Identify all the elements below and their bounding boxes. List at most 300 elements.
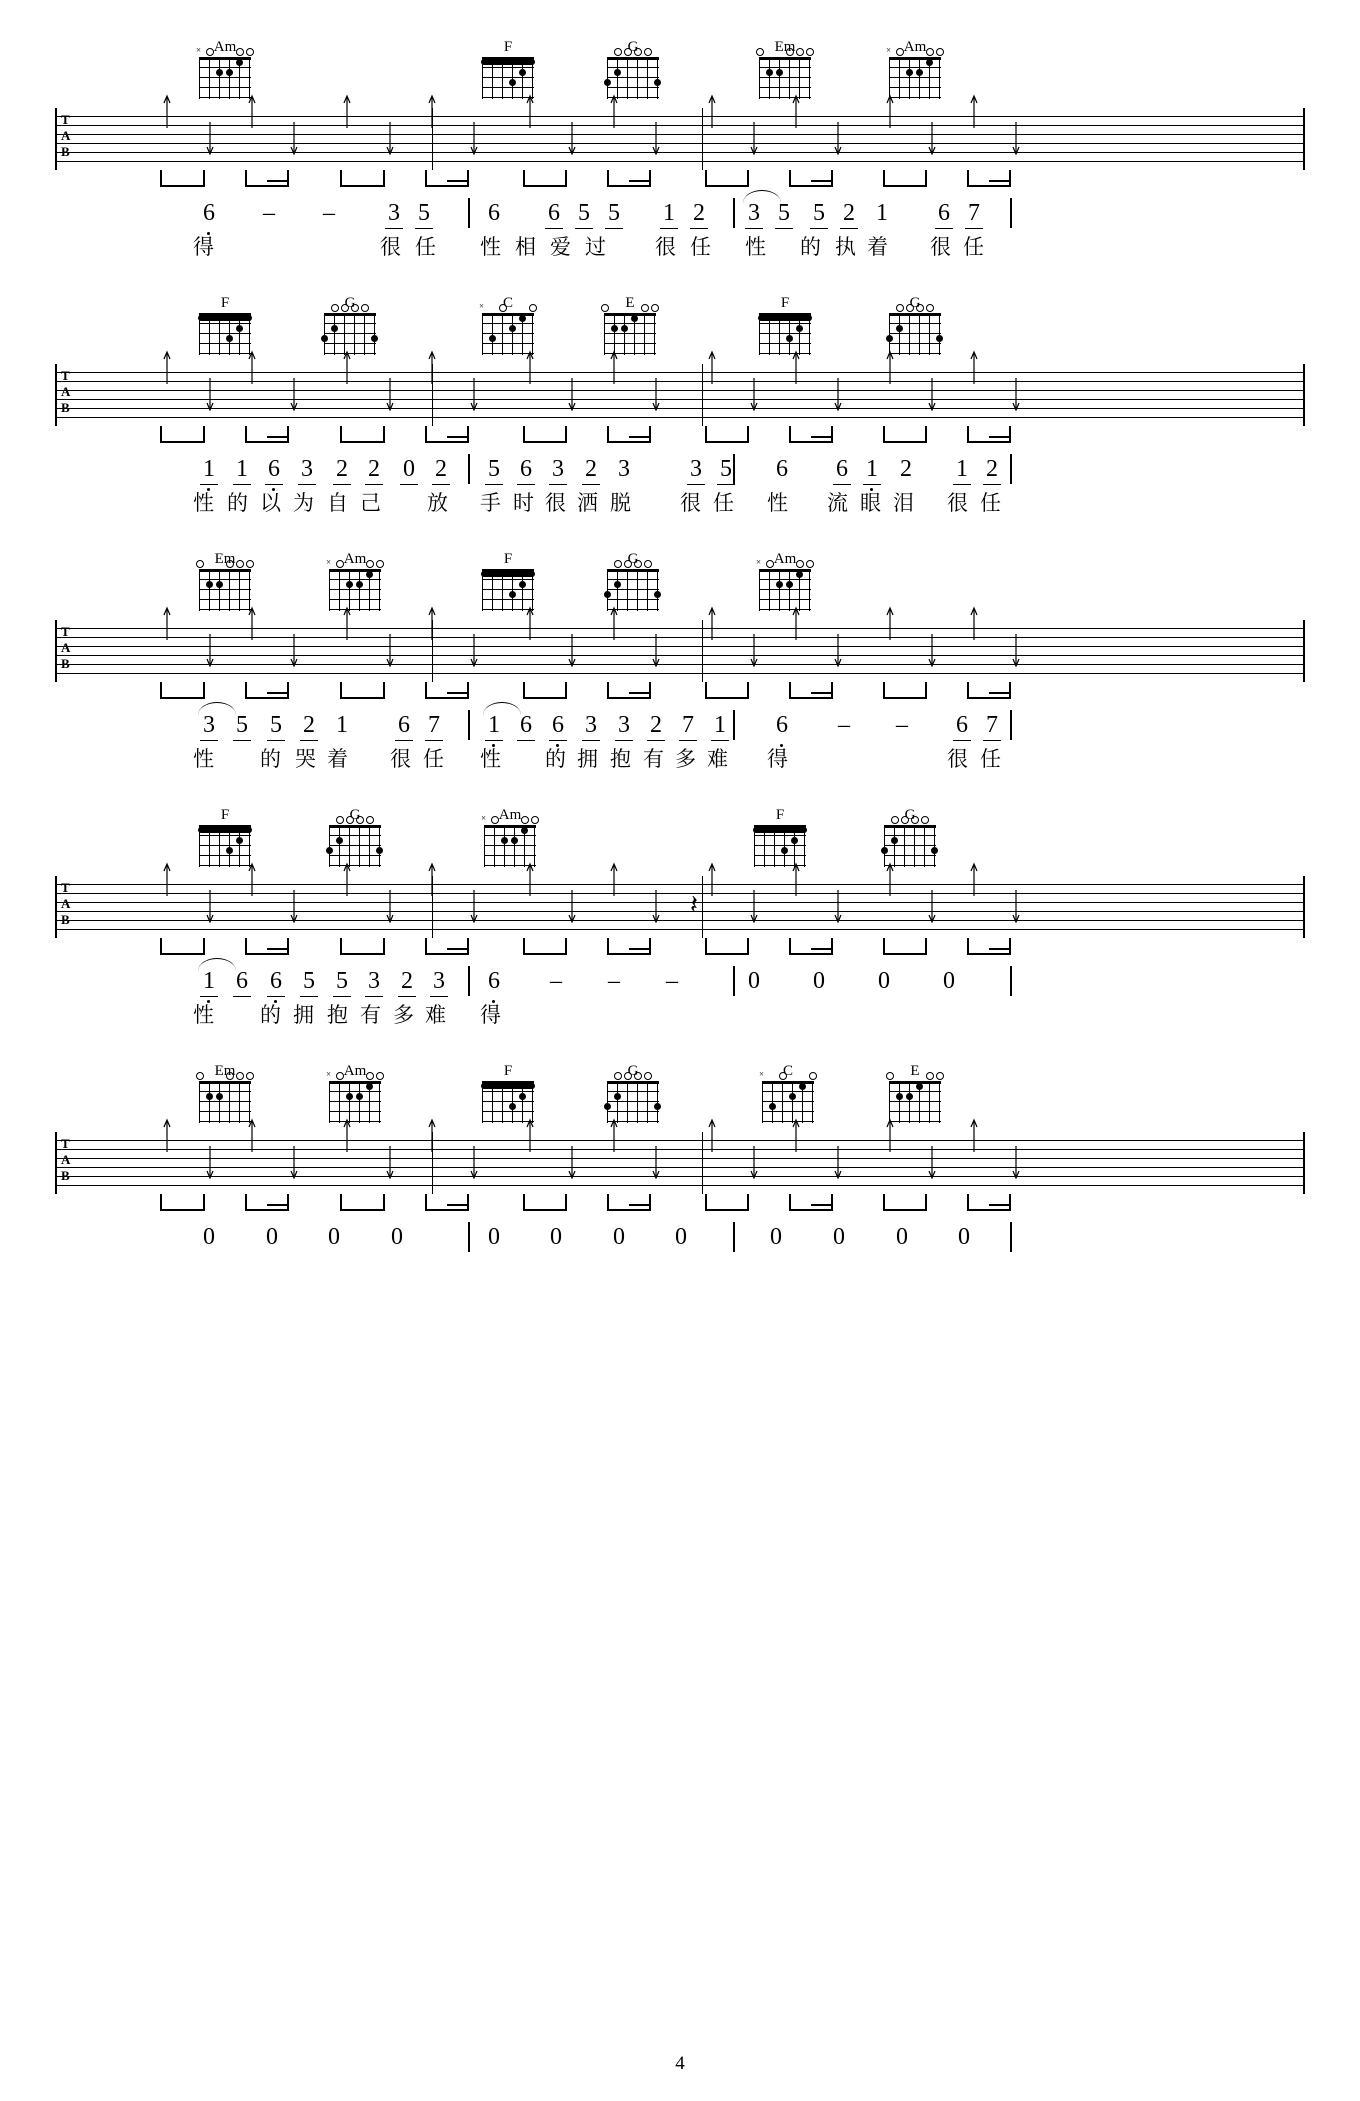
lyric-character: 流 [827, 492, 848, 515]
note-value: 3 [433, 968, 445, 994]
note-number [398, 968, 416, 994]
chord-name: Em [214, 551, 236, 567]
chord-grid: × [889, 57, 941, 99]
lyric-character: 有 [643, 748, 664, 771]
chord-diagram-row [55, 552, 1305, 620]
note-value: – [550, 968, 562, 994]
chord-diagram[interactable] [884, 296, 946, 355]
chord-name: G [344, 295, 356, 311]
lyric-character: 得 [193, 236, 214, 259]
strum-arrow [707, 862, 717, 896]
strum-arrow [1011, 378, 1021, 412]
note-number [810, 200, 828, 226]
note-value: 3 [748, 200, 760, 226]
strum-arrow [1011, 890, 1021, 924]
chord-diagram[interactable] [602, 1064, 664, 1123]
lyric-character: 洒 [577, 492, 598, 515]
chord-grid [889, 1081, 941, 1123]
strum-arrow [289, 890, 299, 924]
note-number [690, 200, 708, 226]
tab-staff [55, 1132, 1305, 1194]
note-value: 3 [301, 456, 313, 482]
chord-name: C [782, 1063, 793, 1079]
note-number [983, 456, 1001, 482]
tab-letter-b: B [61, 656, 70, 671]
note-number [663, 968, 681, 994]
note-value: 6 [938, 200, 950, 226]
note-value: 0 [488, 1224, 500, 1250]
strum-arrow [247, 1118, 257, 1152]
lyric-character: 任 [980, 492, 1001, 515]
strum-arrow [969, 350, 979, 384]
strum-arrow [289, 122, 299, 156]
note-value: 1 [203, 456, 215, 482]
note-value: 6 [488, 200, 500, 226]
note-number [425, 712, 443, 738]
strum-arrow [385, 1146, 395, 1180]
tab-letter-b: B [61, 912, 70, 927]
strum-arrow [427, 1118, 437, 1152]
note-number [200, 712, 218, 738]
strum-arrow [609, 350, 619, 384]
note-value: – [608, 968, 620, 994]
strum-arrow [427, 350, 437, 384]
chord-diagram[interactable] [194, 40, 256, 99]
strum-arrow [162, 350, 172, 384]
note-number [863, 456, 881, 482]
note-value: 6 [836, 456, 848, 482]
note-number [983, 712, 1001, 738]
strum-arrow [791, 94, 801, 128]
measure-bar [733, 454, 735, 484]
strum-arrow [205, 122, 215, 156]
chord-name: F [780, 295, 790, 311]
measure-bar [733, 1222, 735, 1252]
strum-arrow [707, 1118, 717, 1152]
note-value: 5 [720, 456, 732, 482]
strum-arrow [885, 1118, 895, 1152]
measure-bar [468, 1222, 470, 1252]
lyric-character: 任 [963, 236, 984, 259]
chord-name: Em [774, 39, 796, 55]
note-number [233, 456, 251, 482]
strum-arrow [525, 862, 535, 896]
lyric-character: 相 [515, 236, 536, 259]
chord-diagram[interactable] [194, 808, 256, 867]
note-value: 6 [270, 968, 282, 994]
chord-diagram[interactable] [754, 40, 816, 99]
strum-arrow [162, 1118, 172, 1152]
note-number [300, 968, 318, 994]
note-value: 3 [618, 712, 630, 738]
strum-arrow [567, 122, 577, 156]
tab-letter-a: A [61, 1152, 71, 1167]
note-number [388, 1224, 406, 1250]
note-number [517, 712, 535, 738]
measure-bar [1010, 1222, 1012, 1252]
chord-diagram[interactable] [884, 40, 946, 99]
chord-diagram[interactable] [599, 296, 661, 355]
note-value: 2 [435, 456, 447, 482]
note-value: 6 [776, 712, 788, 738]
lyric-character: 为 [293, 492, 314, 515]
lyric-character: 任 [690, 236, 711, 259]
chord-diagram[interactable] [479, 808, 541, 867]
chord-name: Am [903, 39, 927, 55]
note-number [767, 1224, 785, 1250]
note-value: 0 [770, 1224, 782, 1250]
note-value: 0 [748, 968, 760, 994]
chord-grid: × [329, 569, 381, 611]
note-number [485, 1224, 503, 1250]
staff-system-2 [55, 296, 1305, 526]
chord-name: G [904, 807, 916, 823]
note-number [200, 200, 218, 226]
strum-arrow [427, 606, 437, 640]
strum-arrow [833, 634, 843, 668]
strum-arrow [567, 1146, 577, 1180]
chord-grid: × [484, 825, 536, 867]
lyrics-row [55, 236, 1305, 270]
strum-arrow [427, 94, 437, 128]
measure-bar [733, 710, 735, 740]
note-value: 0 [328, 1224, 340, 1250]
chord-diagram[interactable] [194, 552, 256, 611]
note-number [400, 456, 418, 482]
lyric-character: 任 [713, 492, 734, 515]
strum-arrow [885, 606, 895, 640]
strum-arrow [833, 890, 843, 924]
note-number [549, 456, 567, 482]
tab-letter-t: T [61, 112, 70, 127]
chord-diagram[interactable] [194, 1064, 256, 1123]
note-value: 2 [650, 712, 662, 738]
note-value: 2 [303, 712, 315, 738]
strum-arrow [969, 606, 979, 640]
lyric-character: 性 [767, 492, 788, 515]
chord-name: E [625, 295, 635, 311]
note-number [333, 712, 351, 738]
measure-bar [468, 454, 470, 484]
strum-arrow [927, 634, 937, 668]
note-value: 6 [520, 456, 532, 482]
note-value: 1 [236, 456, 248, 482]
numbered-notation [55, 964, 1305, 1004]
chord-diagram[interactable] [477, 1064, 539, 1123]
strum-arrow [469, 634, 479, 668]
note-number [325, 1224, 343, 1250]
note-value: – [896, 712, 908, 738]
note-value: 6 [552, 712, 564, 738]
note-value: 0 [266, 1224, 278, 1250]
strum-arrow [651, 378, 661, 412]
strum-arrow [247, 862, 257, 896]
note-value: 6 [236, 968, 248, 994]
note-number [298, 456, 316, 482]
note-value: 2 [986, 456, 998, 482]
strum-arrow [525, 350, 535, 384]
note-number [873, 200, 891, 226]
note-value: 5 [488, 456, 500, 482]
chord-diagram[interactable] [324, 1064, 386, 1123]
strum-arrow [567, 890, 577, 924]
lyric-character: 多 [675, 748, 696, 771]
lyric-character: 很 [655, 236, 676, 259]
note-value: – [263, 200, 275, 226]
note-value: 5 [813, 200, 825, 226]
note-value: 0 [896, 1224, 908, 1250]
note-value: 1 [866, 456, 878, 482]
staff-system-3 [55, 552, 1305, 782]
chord-diagram[interactable] [754, 296, 816, 355]
chord-name: Am [773, 551, 797, 567]
chord-name: C [502, 295, 513, 311]
chord-grid [604, 313, 656, 355]
chord-grid [324, 313, 376, 355]
note-value: 2 [336, 456, 348, 482]
note-value: 0 [550, 1224, 562, 1250]
chord-diagram[interactable] [477, 296, 539, 355]
lyric-character: 很 [380, 236, 401, 259]
strum-arrow [927, 890, 937, 924]
note-number [267, 712, 285, 738]
numbered-notation [55, 452, 1305, 492]
chord-name: Em [214, 1063, 236, 1079]
tab-letter-t: T [61, 1136, 70, 1151]
strum-arrow [609, 94, 619, 128]
numbered-notation [55, 196, 1305, 236]
lyric-character: 任 [980, 748, 1001, 771]
lyric-character: 自 [327, 492, 348, 515]
chord-diagram[interactable] [319, 296, 381, 355]
lyric-character: 时 [513, 492, 534, 515]
chord-grid [889, 313, 941, 355]
rhythm-beams [55, 938, 1305, 964]
tab-letter-a: A [61, 640, 71, 655]
chord-diagram-row [55, 296, 1305, 364]
chord-diagram-row [55, 808, 1305, 876]
note-value: 3 [368, 968, 380, 994]
chord-grid: × [762, 1081, 814, 1123]
measure-bar [733, 966, 735, 996]
lyric-character: 抱 [610, 748, 631, 771]
note-number [840, 200, 858, 226]
chord-diagram[interactable] [757, 1064, 819, 1123]
lyric-character: 着 [867, 236, 888, 259]
chord-name: E [910, 1063, 920, 1079]
lyrics-row [55, 748, 1305, 782]
chord-diagram[interactable] [754, 552, 816, 611]
strum-arrow [247, 350, 257, 384]
lyric-character: 得 [767, 748, 788, 771]
note-value: 7 [986, 712, 998, 738]
chord-diagram[interactable] [477, 40, 539, 99]
note-number [485, 200, 503, 226]
strum-arrow [791, 1118, 801, 1152]
lyric-character: 拥 [577, 748, 598, 771]
note-number [485, 712, 503, 738]
note-value: 6 [268, 456, 280, 482]
chord-diagram[interactable] [477, 552, 539, 611]
note-number [233, 712, 251, 738]
note-number [672, 1224, 690, 1250]
note-number [547, 968, 565, 994]
chord-diagram[interactable] [879, 808, 941, 867]
lyric-character: 的 [227, 492, 248, 515]
note-value: 1 [488, 712, 500, 738]
tab-staff [55, 876, 1305, 938]
strum-arrow [469, 122, 479, 156]
note-number [200, 456, 218, 482]
lyric-character: 的 [260, 1004, 281, 1027]
lyric-character: 很 [947, 748, 968, 771]
strum-arrow [969, 94, 979, 128]
chord-diagram[interactable] [602, 552, 664, 611]
strum-arrow [427, 862, 437, 896]
strum-arrow [791, 350, 801, 384]
note-number [897, 456, 915, 482]
chord-grid [607, 569, 659, 611]
lyrics-row [55, 1260, 1305, 1294]
lyric-character: 以 [260, 492, 281, 515]
note-number [320, 200, 338, 226]
note-number [835, 712, 853, 738]
strum-arrow [833, 122, 843, 156]
note-value: – [666, 968, 678, 994]
lyric-character: 抱 [327, 1004, 348, 1027]
note-value: 0 [943, 968, 955, 994]
tab-letter-b: B [61, 1168, 70, 1183]
strum-arrow [609, 862, 619, 896]
note-number [615, 712, 633, 738]
chord-name: F [775, 807, 785, 823]
chord-diagram[interactable] [194, 296, 256, 355]
strum-arrow [749, 890, 759, 924]
chord-name: Am [498, 807, 522, 823]
note-number [365, 456, 383, 482]
strum-arrow [205, 890, 215, 924]
tab-letter-a: A [61, 384, 71, 399]
note-value: 1 [956, 456, 968, 482]
chord-grid: × [329, 1081, 381, 1123]
lyrics-row [55, 1004, 1305, 1038]
note-number [660, 200, 678, 226]
chord-diagram[interactable] [324, 808, 386, 867]
lyric-character: 放 [427, 492, 448, 515]
strum-arrow [1011, 122, 1021, 156]
note-value: 0 [675, 1224, 687, 1250]
chord-diagram[interactable] [884, 1064, 946, 1123]
note-number [687, 456, 705, 482]
chord-diagram[interactable] [602, 40, 664, 99]
strum-arrow [385, 634, 395, 668]
strum-arrow [385, 890, 395, 924]
note-value: 6 [398, 712, 410, 738]
chord-name: F [220, 807, 230, 823]
chord-name: G [627, 1063, 639, 1079]
lyric-character: 很 [930, 236, 951, 259]
note-number [233, 968, 251, 994]
note-number [385, 200, 403, 226]
lyric-character: 难 [425, 1004, 446, 1027]
note-value: 5 [236, 712, 248, 738]
lyric-character: 多 [393, 1004, 414, 1027]
chord-diagram[interactable] [749, 808, 811, 867]
note-number [430, 968, 448, 994]
strum-arrow [162, 94, 172, 128]
note-value: 2 [900, 456, 912, 482]
note-value: 5 [336, 968, 348, 994]
tab-letter-a: A [61, 128, 71, 143]
note-number [365, 968, 383, 994]
chord-diagram[interactable] [324, 552, 386, 611]
note-number [432, 456, 450, 482]
note-number [745, 200, 763, 226]
note-number [200, 968, 218, 994]
chord-name: G [909, 295, 921, 311]
strum-arrow [342, 1118, 352, 1152]
lyric-character: 泪 [893, 492, 914, 515]
chord-name: Am [343, 1063, 367, 1079]
strum-arrow [651, 1146, 661, 1180]
note-number [545, 200, 563, 226]
note-number [485, 968, 503, 994]
chord-name: F [503, 551, 513, 567]
strum-arrow [289, 378, 299, 412]
note-value: 0 [813, 968, 825, 994]
chord-grid [759, 57, 811, 99]
chord-grid [607, 57, 659, 99]
note-value: 0 [203, 1224, 215, 1250]
measure-bar [468, 710, 470, 740]
chord-grid [759, 313, 811, 355]
note-number [547, 1224, 565, 1250]
note-number [955, 1224, 973, 1250]
measure-bar [1010, 966, 1012, 996]
strum-arrow [749, 1146, 759, 1180]
lyric-character: 的 [800, 236, 821, 259]
note-number [610, 1224, 628, 1250]
chord-name: G [349, 807, 361, 823]
note-value: 5 [578, 200, 590, 226]
lyric-character: 拥 [293, 1004, 314, 1027]
chord-grid [329, 825, 381, 867]
strum-arrow [885, 862, 895, 896]
chord-grid [482, 1081, 534, 1123]
lyric-character: 性 [480, 236, 501, 259]
rest-symbol: 𝄽 [690, 890, 698, 919]
lyric-character: 眼 [860, 492, 881, 515]
note-number [953, 456, 971, 482]
chord-grid [884, 825, 936, 867]
note-number [485, 456, 503, 482]
chord-grid [482, 569, 534, 611]
strum-arrow [469, 378, 479, 412]
note-number [893, 712, 911, 738]
tab-staff [55, 364, 1305, 426]
note-value: 6 [520, 712, 532, 738]
note-number [893, 1224, 911, 1250]
numbered-notation [55, 1220, 1305, 1260]
note-value: 6 [203, 200, 215, 226]
note-number [745, 968, 763, 994]
strum-arrow [833, 1146, 843, 1180]
tab-letter-t: T [61, 880, 70, 895]
strum-arrow [749, 122, 759, 156]
note-value: 6 [548, 200, 560, 226]
strum-arrow [205, 1146, 215, 1180]
note-number [582, 456, 600, 482]
